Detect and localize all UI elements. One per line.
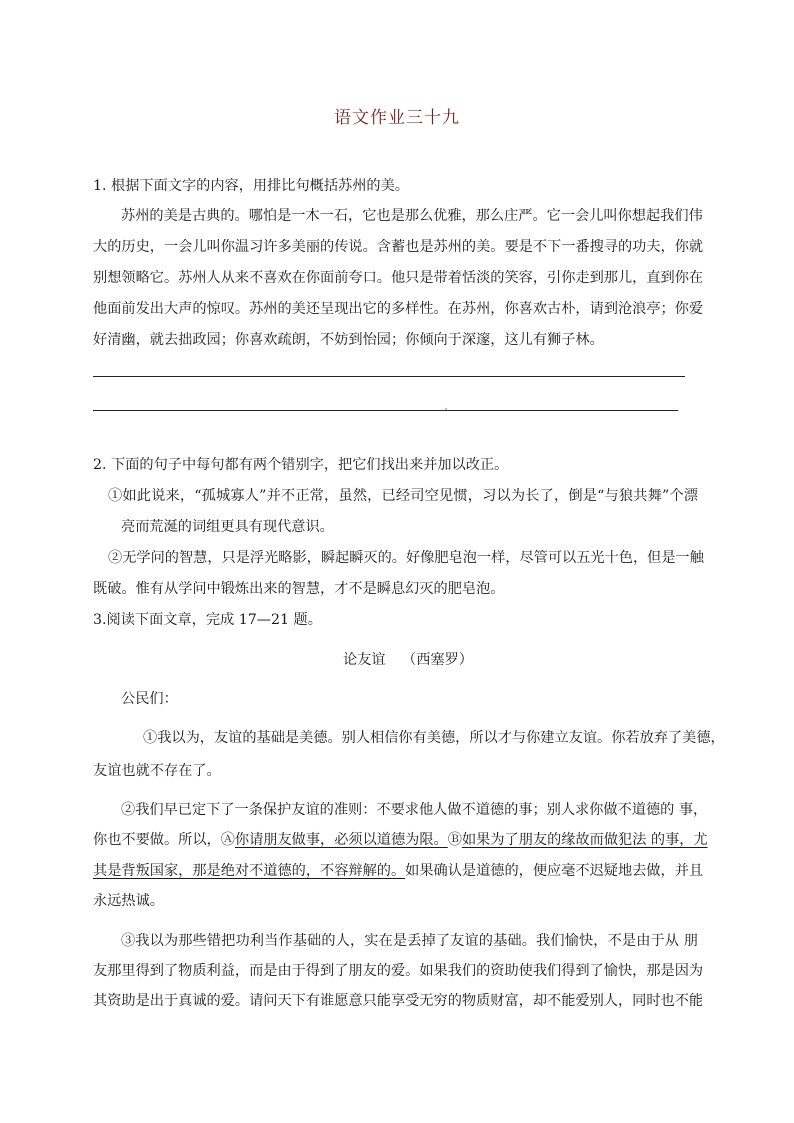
marker-b: Ⓑ (447, 832, 462, 848)
article-author: （西塞罗） (402, 652, 473, 668)
article-paragraph-line: 其资助是出于真诚的爱。请问天下有谁愿意只能享受无穷的物质财富，却不能爱别人，同时也不能 (93, 993, 704, 1009)
question-2-prompt: 2. 下面的句子中每句都有两个错别字，把它们找出来并加以改正。 (93, 457, 509, 473)
question-1-passage-line: 他面前发出大声的惊叹。苏州的美还呈现出它的多样性。在苏州，你喜欢古朴，请到沧浪亭；你爱 (93, 301, 704, 317)
answer-line (93, 376, 685, 377)
article-paragraph-line (93, 830, 708, 850)
question-2-sentence-line: ①如此说来，“孤城寡人”并不正常，虽然，已经司空见惯，习以为长了，倒是“与狼共舞”个漂 (108, 488, 698, 504)
underlined-sentence-b: 如果为了朋友的缘故而做犯法 的事，尤 (461, 832, 708, 848)
question-1-passage-line: 苏州的美是古典的。哪怕是一木一石，它也是那么优雅，那么庄严。它一会儿叫你想起我们伟 (121, 208, 703, 224)
question-1-passage-line: 别想领略它。苏州人从来不喜欢在你面前夸口。他只是带着恬淡的笑容，引你走到那儿，直到你在 (93, 270, 704, 286)
marker-a: Ⓐ (220, 832, 235, 848)
question-2-sentence-line: 既破。惟有从学问中锻炼出来的智慧，才不是瞬息幻灭的肥皂泡。 (93, 581, 505, 597)
underlined-sentence-b-continued: 其是背叛国家，那是绝对不道德的，不容辩解的。 (93, 863, 406, 879)
question-1-passage-line: 好清幽，就去拙政园；你喜欢疏朗，不妨到怡园；你倾向于深邃，这儿有狮子林。 (93, 332, 604, 348)
paragraph-text: 如果确认是道德的，便应毫不迟疑地去做，并且 (405, 863, 704, 879)
underlined-sentence-a: 你请朋友做事，必须以道德为限。 (234, 832, 448, 848)
article-paragraph-line: ②我们早已定下了一条保护友谊的准则：不要求他人做不道德的事；别人求你做不道德的 事， (121, 802, 708, 818)
question-2-sentence-line: ②无学问的智慧，只是浮光略影，瞬起瞬灭的。好像肥皂泡一样，尽管可以五光十色，但是一触 (108, 550, 704, 566)
article-salutation: 公民们： (121, 691, 178, 707)
question-2-sentence-line: 亮而荒涎的词组更具有现代意识。 (121, 519, 334, 535)
question-1-prompt: 1. 根据下面文字的内容，用排比句概括苏州的美。 (93, 178, 409, 194)
article-paragraph-line (93, 861, 703, 881)
question-1-passage-line: 大的历史，一会儿叫你温习许多美丽的传说。含蓄也是苏州的美。要是不下一番搜寻的功夫，你就 (93, 239, 704, 255)
paragraph-text: 你也不要做。所以， (93, 832, 221, 848)
article-title: 论友谊 (343, 652, 386, 668)
article-paragraph-line: ①我以为，友谊的基础是美德。别人相信你有美德，所以才与你建立友谊。你若放弃了美德， (143, 730, 725, 746)
article-paragraph-line: 友谊也就不存在了。 (93, 763, 221, 779)
ink-speck (445, 408, 447, 410)
article-paragraph-line: 永远热诚。 (93, 893, 164, 909)
page-title: 语文作业三十九 (334, 108, 460, 128)
question-3-prompt: 3.阅读下面文章，完成 17—21 题。 (93, 612, 322, 628)
answer-line (93, 410, 678, 411)
article-paragraph-line: ③我以为那些错把功利当作基础的人，实在是丢掉了友谊的基础。我们愉快，不是由于从 朋 (121, 933, 698, 949)
article-paragraph-line: 友那里得到了物质利益，而是由于得到了朋友的爱。如果我们的资助使我们得到了愉快，那是因为 (93, 963, 704, 979)
